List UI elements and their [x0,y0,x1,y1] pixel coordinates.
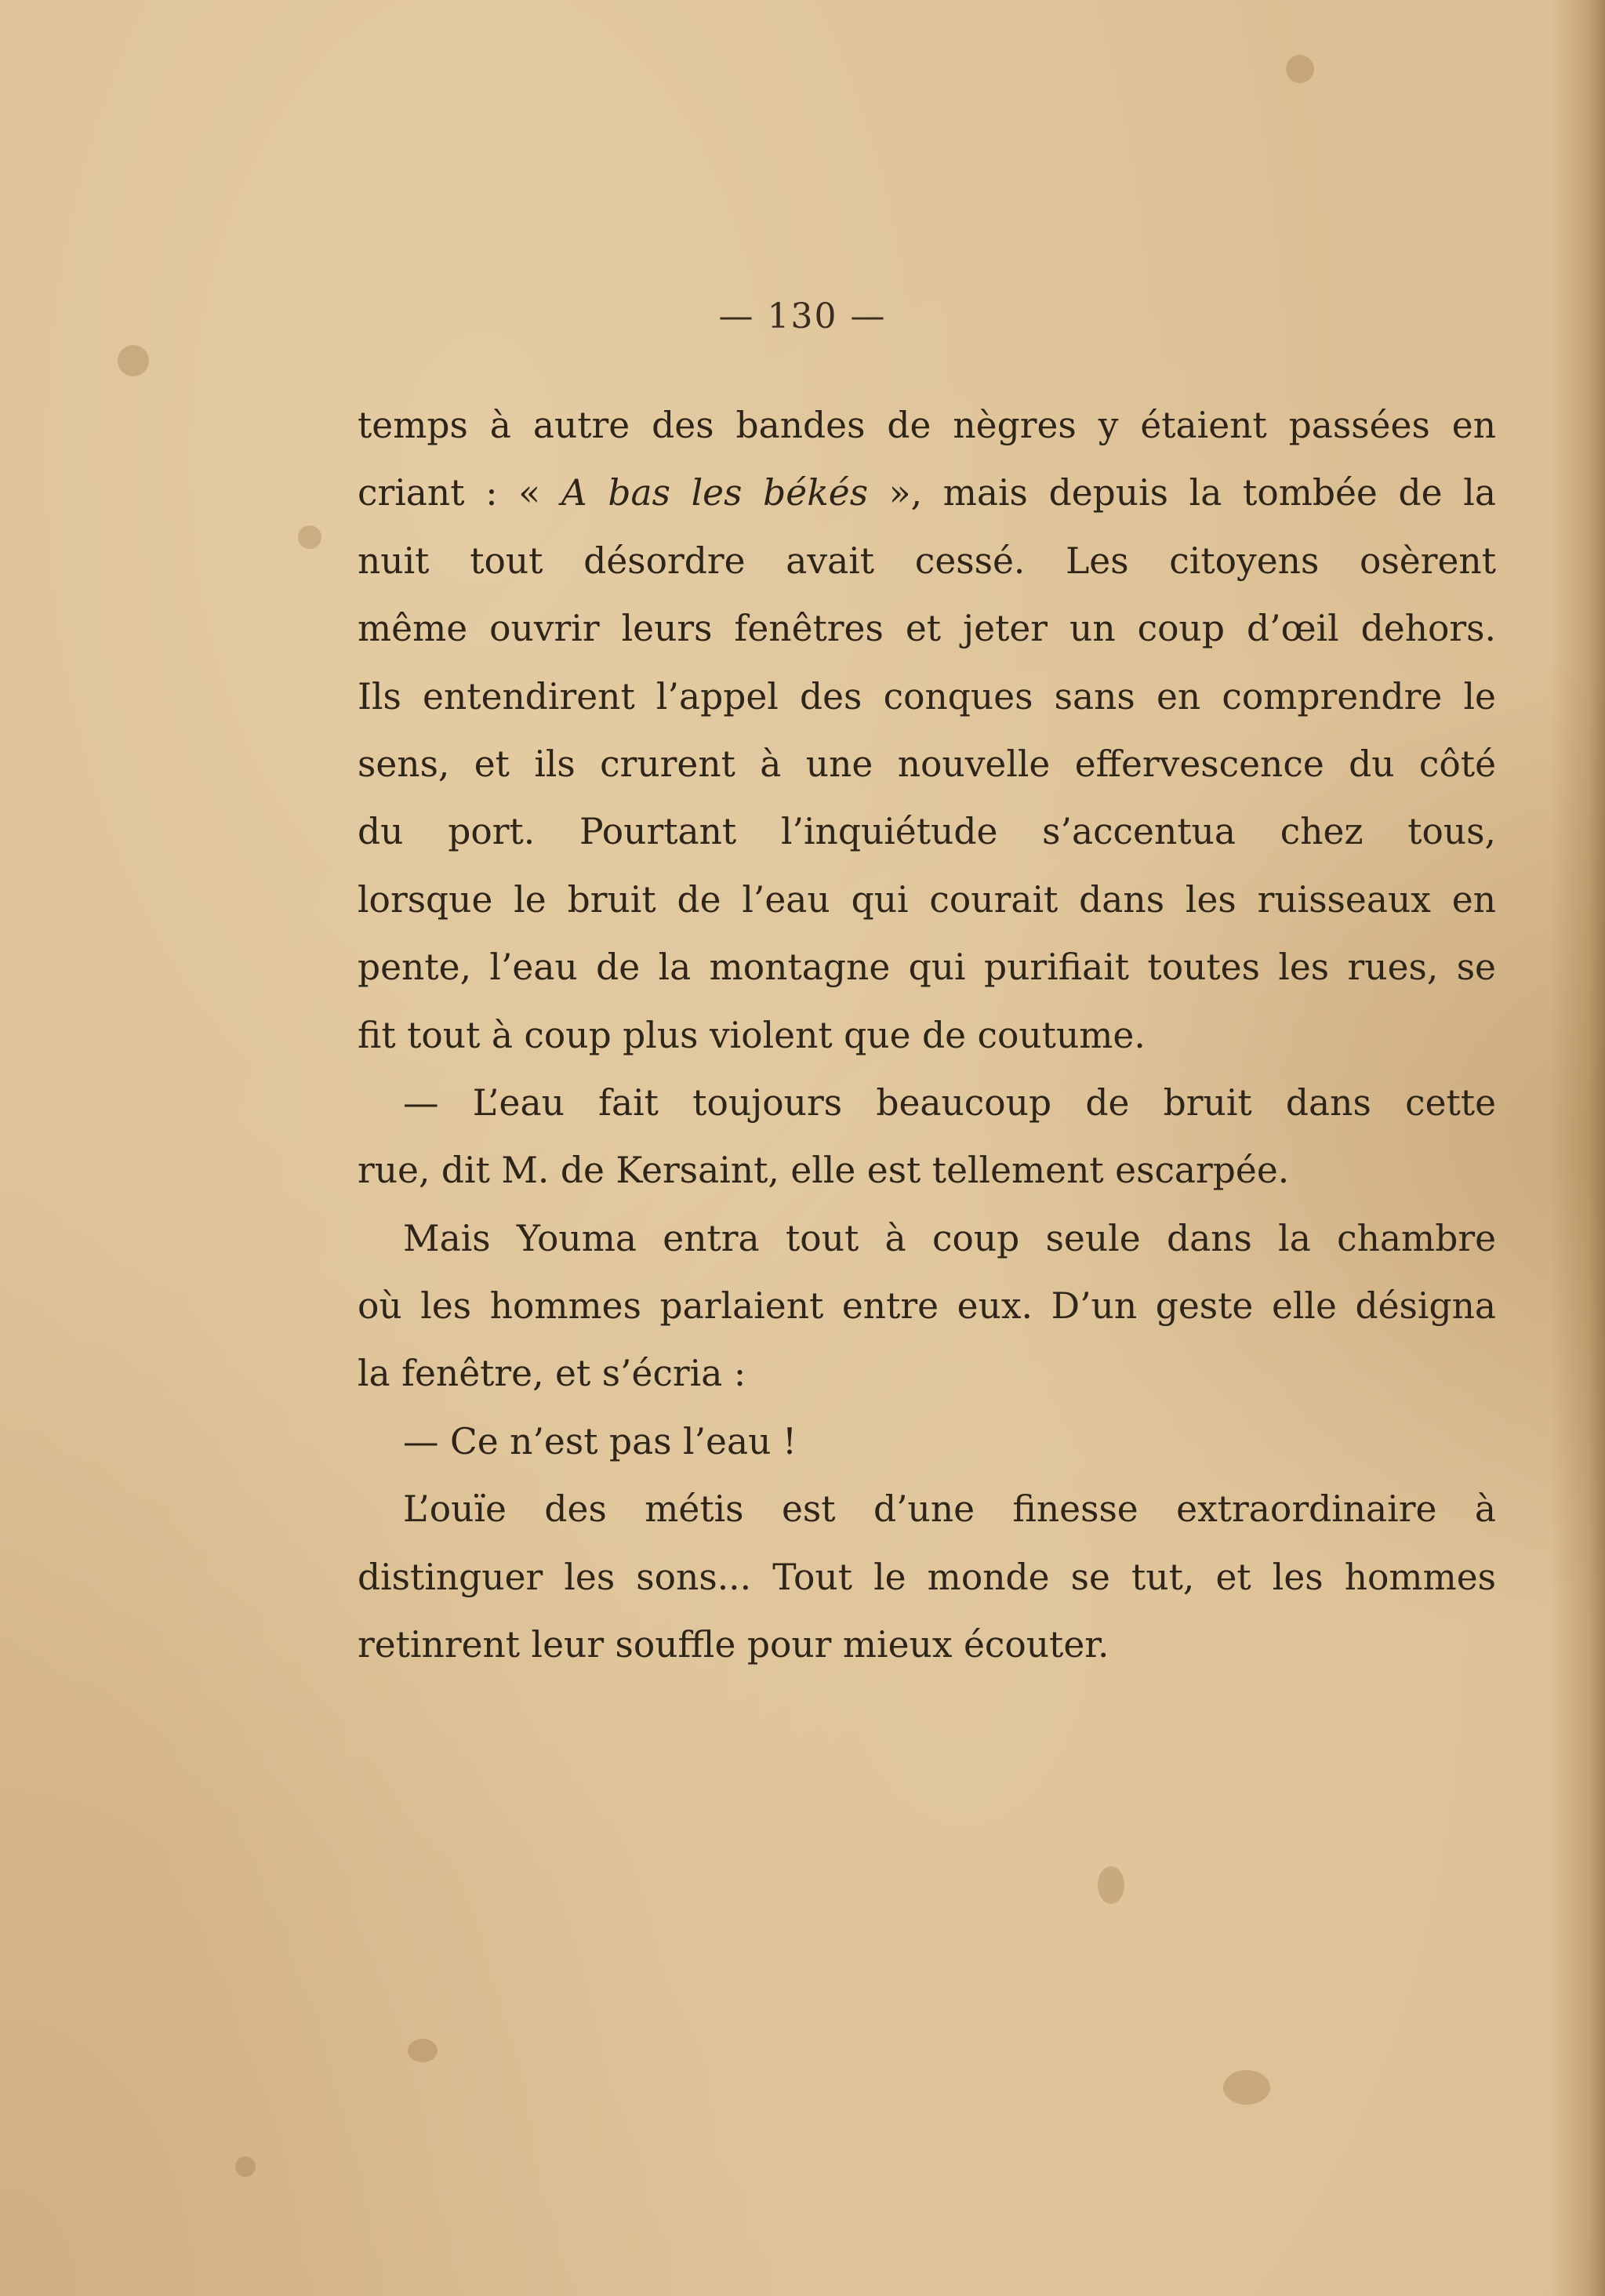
text-line: sens, et ils crurent à une nouvelle effervescence du côté [358,743,1496,785]
paper-stain [298,525,321,549]
text-line: Ils entendirent l’appel des conques sans en comprendre le [358,675,1496,718]
text-line: rue, dit M. de Kersaint, elle est tellement escarpée. [358,1150,1290,1192]
text-fragment: », mais depuis la tombée de la [868,472,1496,514]
text-line: distinguer les sons... Tout le monde se tut, et les hommes [358,1556,1496,1598]
paper-stain [1223,2070,1270,2105]
text-line: retinrent leur souffle pour mieux écouter. [358,1624,1109,1666]
paper-stain [1286,55,1314,83]
text-line: lorsque le bruit de l’eau qui courait dans les ruisseaux en [358,878,1496,921]
text-line: même ouvrir leurs fenêtres et jeter un coup d’œil dehors. [358,608,1496,650]
paper-stain [235,2156,256,2177]
text-line: pente, l’eau de la montagne qui purifiait toutes les rues, se [358,946,1496,989]
text-line: Mais Youma entra tout à coup seule dans la chambre [403,1217,1496,1259]
paper-stain [118,345,149,376]
italic-quote: A bas les békés [561,472,869,514]
text-line: la fenêtre, et s’écria : [358,1353,746,1395]
text-line: où les hommes parlaient entre eux. D’un geste elle désigna [358,1285,1496,1328]
text-line: — Ce n’est pas l’eau ! [403,1420,797,1462]
text-line: fit tout à coup plus violent que de coutume. [358,1014,1146,1056]
page-edge-shadow [1550,0,1605,2296]
text-line [358,460,1496,527]
paper-stain [1098,1866,1124,1904]
text-line: du port. Pourtant l’inquiétude s’accentua chez tous, [358,811,1496,853]
text-fragment: criant : « [358,472,561,514]
paper-stain [408,2039,438,2062]
text-line: — L’eau fait toujours beaucoup de bruit dans cette [403,1081,1496,1124]
page-number: — 130 — [718,296,887,336]
body-text [358,392,1496,1679]
text-line: L’ouïe des métis est d’une finesse extraordinaire à [403,1488,1496,1531]
text-line: temps à autre des bandes de nègres y étaient passées en [358,405,1496,446]
text-line: nuit tout désordre avait cessé. Les citoyens osèrent [358,539,1496,582]
